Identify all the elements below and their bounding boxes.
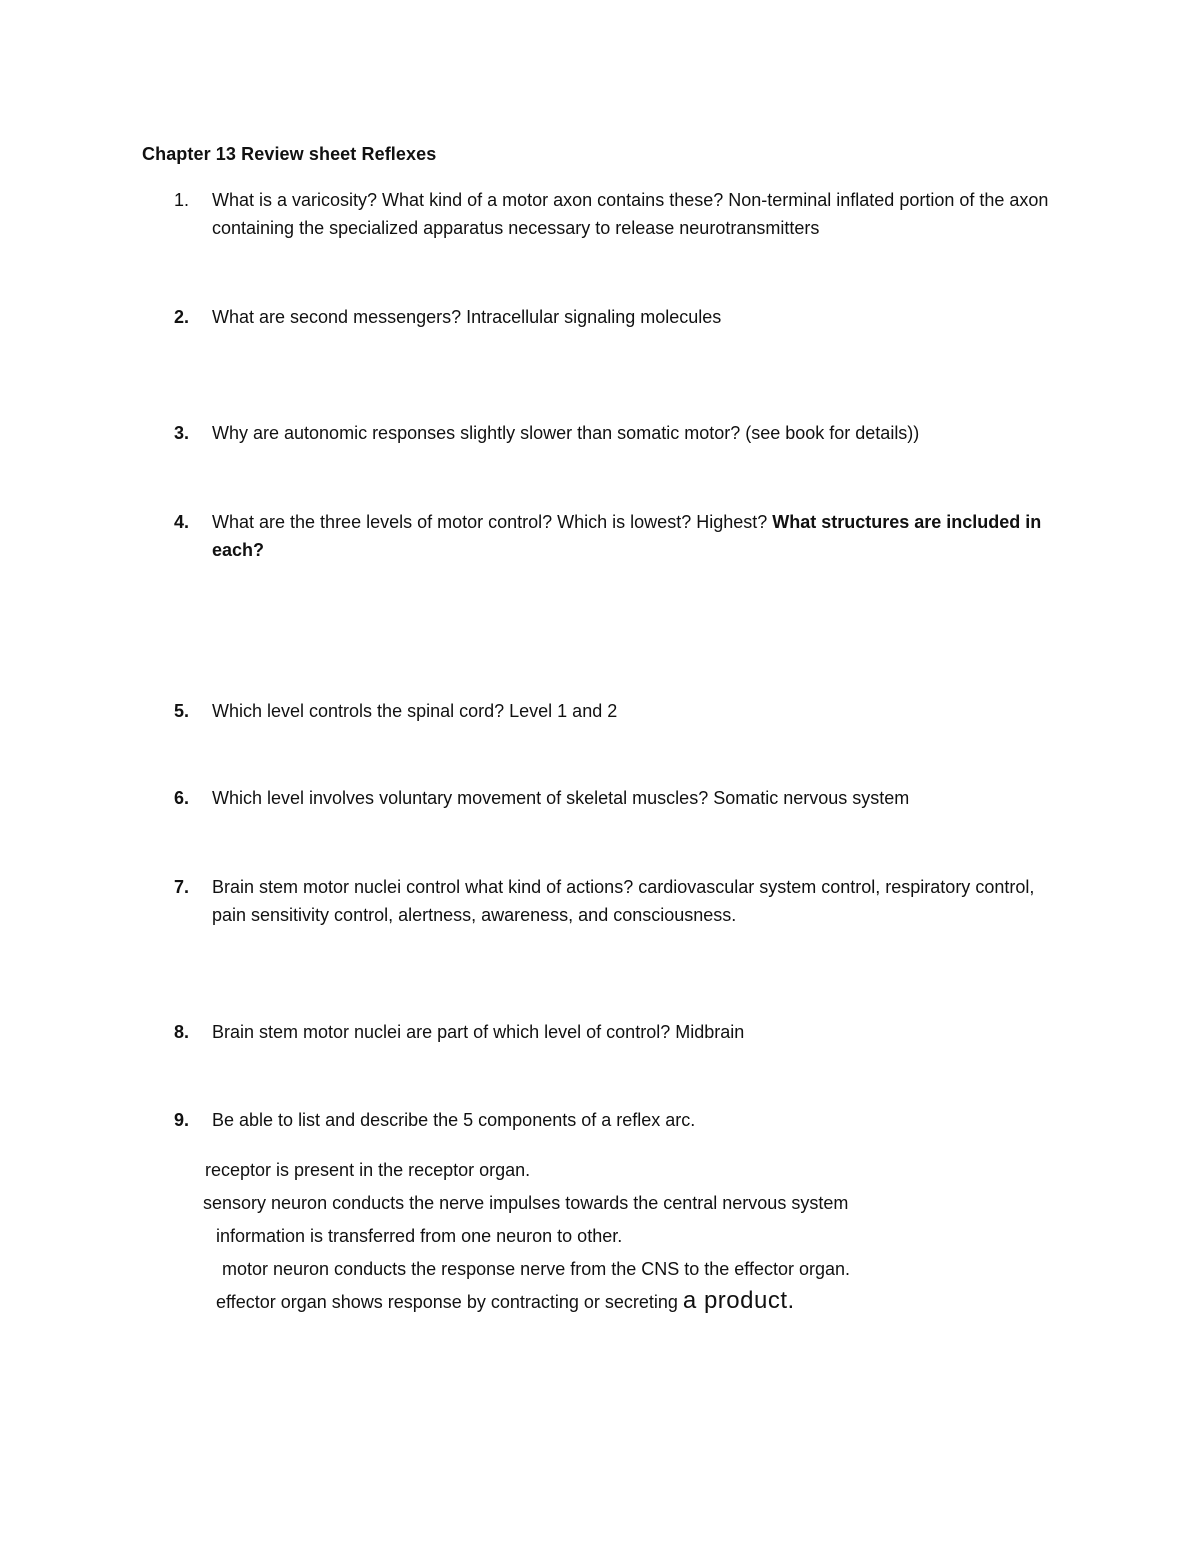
question-text-plain: What are the three levels of motor control? Which is lowest? Highest? xyxy=(212,512,773,532)
question-text: What is a varicosity? What kind of a motor axon contains these? Non-terminal inflated portion of the axon containing the specialized apparatus necessary to release neurotransmitters xyxy=(212,190,1049,238)
question-3 xyxy=(142,419,1062,447)
question-number: 6. xyxy=(174,788,190,808)
question-9 xyxy=(142,1106,1062,1134)
question-4 xyxy=(142,508,1062,564)
question-number: 3. xyxy=(174,423,190,443)
question-7 xyxy=(142,873,1062,929)
question-text: Brain stem motor nuclei are part of which level of control? Midbrain xyxy=(212,1022,745,1042)
reflex-arc-line-5-tail: a product. xyxy=(682,1287,795,1314)
question-text: What are second messengers? Intracellular signaling molecules xyxy=(212,307,722,327)
question-8 xyxy=(142,1018,1062,1046)
question-text: Which level involves voluntary movement of skeletal muscles? Somatic nervous system xyxy=(212,788,910,808)
question-number: 7. xyxy=(174,877,190,897)
reflex-arc-line-5-text: effector organ shows response by contracting or secreting xyxy=(216,1292,683,1312)
question-number: 9. xyxy=(174,1110,190,1130)
question-text: Why are autonomic responses slightly slower than somatic motor? (see book for details)) xyxy=(212,423,920,443)
question-text-bold: What structures are included in each? xyxy=(212,512,1042,560)
question-text: Be able to list and describe the 5 components of a reflex arc. xyxy=(212,1110,696,1130)
question-5 xyxy=(142,697,1062,725)
question-2 xyxy=(142,303,1062,331)
question-number: 8. xyxy=(174,1022,190,1042)
reflex-arc-line-1: receptor is present in the receptor organ. xyxy=(205,1160,531,1180)
reflex-arc-line-4: motor neuron conducts the response nerve from the CNS to the effector organ. xyxy=(222,1259,851,1279)
question-6 xyxy=(142,784,1062,812)
question-text xyxy=(212,508,1062,564)
question-text: Which level controls the spinal cord? Level 1 and 2 xyxy=(212,701,618,721)
question-number: 2. xyxy=(174,307,190,327)
reflex-arc-line-5 xyxy=(216,1287,795,1316)
question-number: 5. xyxy=(174,701,190,721)
question-text: Brain stem motor nuclei control what kind of actions? cardiovascular system control, respiratory control, pain sensitivity control, alertness, awareness, and consciousness. xyxy=(212,877,1035,925)
question-number: 4. xyxy=(174,512,190,532)
question-number: 1. xyxy=(174,190,190,210)
reflex-arc-line-2: sensory neuron conducts the nerve impulses towards the central nervous system xyxy=(203,1193,849,1213)
page-title: Chapter 13 Review sheet Reflexes xyxy=(142,144,437,164)
question-1 xyxy=(142,186,1062,242)
reflex-arc-line-3: information is transferred from one neuron to other. xyxy=(216,1226,623,1246)
